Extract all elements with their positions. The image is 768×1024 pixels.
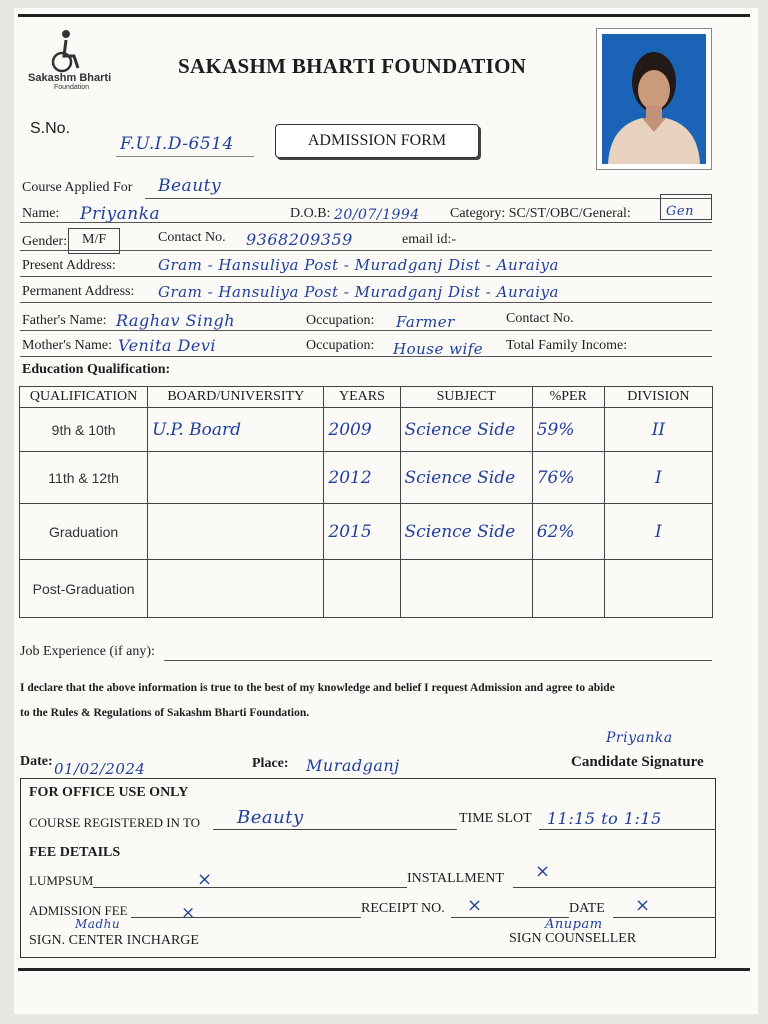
bottom-border [18, 968, 750, 971]
table-row [20, 560, 713, 618]
row-board [148, 452, 324, 504]
dob-value: 20/07/1994 [334, 207, 420, 223]
category-value: Gen [666, 204, 694, 219]
row-division: I [604, 504, 712, 560]
email-label: email id:- [402, 232, 457, 247]
admission-fee-line [131, 917, 361, 918]
row-qualification: 9th & 10th [20, 408, 148, 452]
father-line [20, 330, 712, 331]
row-year: 2012 [324, 452, 400, 504]
top-border [18, 14, 750, 17]
job-experience-line [164, 660, 712, 661]
row-board [148, 504, 324, 560]
father-label: Father's Name: [22, 313, 107, 328]
contact-value: 9368209359 [246, 230, 353, 249]
form-title: ADMISSION FORM [275, 124, 479, 158]
row-year [324, 560, 400, 618]
father-contact-label: Contact No. [506, 311, 574, 326]
mother-occupation-value: House wife [393, 340, 484, 358]
sno-underline [116, 156, 254, 157]
foundation-logo [24, 26, 112, 96]
lumpsum-value: × [197, 869, 213, 890]
logo-subtext: Foundation [54, 84, 90, 91]
gender-value: M/F [82, 232, 107, 247]
sno-value: F.U.I.D-6514 [120, 134, 234, 154]
row-board: U.P. Board [148, 408, 324, 452]
row-year: 2009 [324, 408, 400, 452]
counseller-signature: Anupam [545, 917, 603, 932]
category-box [660, 194, 712, 220]
fee-details-title: FEE DETAILS [29, 845, 121, 860]
course-line [145, 198, 711, 199]
present-address-label: Present Address: [22, 258, 116, 273]
course-registered-value: Beauty [237, 807, 304, 828]
header-years: YEARS [324, 387, 400, 408]
row-percent [532, 560, 604, 618]
header-board: BOARD/UNIVERSITY [148, 387, 324, 408]
center-incharge-label: SIGN. CENTER INCHARGE [29, 933, 199, 948]
row-subject: Science Side [400, 452, 532, 504]
lumpsum-label: LUMPSUM [29, 873, 94, 888]
date-label: Date: [20, 754, 53, 769]
time-slot-label: TIME SLOT [459, 811, 532, 826]
dob-label: D.O.B: [290, 206, 331, 221]
row-division: II [604, 408, 712, 452]
permanent-line [20, 302, 712, 303]
present-line [20, 276, 712, 277]
education-title: Education Qualification: [22, 362, 171, 377]
mother-label: Mother's Name: [22, 338, 113, 353]
table-row [20, 408, 713, 452]
office-date-value: × [635, 895, 651, 916]
date-value: 01/02/2024 [54, 760, 146, 778]
lumpsum-line [93, 887, 407, 888]
row-division: I [604, 452, 712, 504]
row-division [604, 560, 712, 618]
admission-fee-value: × [181, 903, 196, 923]
mother-occupation-label: Occupation: [306, 338, 375, 353]
declaration-line-1: I declare that the above information is true to the best of my knowledge and belief I request Admission and agree to abide [20, 682, 615, 694]
permanent-address-value: Gram - Hansuliya Post - Muradganj Dist - Auraiya [158, 283, 559, 301]
receipt-value: × [467, 895, 483, 916]
name-label: Name: [22, 206, 60, 221]
row-subject: Science Side [400, 504, 532, 560]
installment-line [513, 887, 715, 888]
row-percent: 76% [532, 452, 604, 504]
name-line [20, 222, 712, 223]
candidate-signature-label: Candidate Signature [571, 754, 704, 770]
applicant-portrait-image [602, 34, 706, 164]
header-percent: %PER [532, 387, 604, 408]
row-board [148, 560, 324, 618]
row-subject: Science Side [400, 408, 532, 452]
counseller-label: SIGN COUNSELLER [509, 931, 637, 946]
gender-line [20, 250, 712, 251]
father-occupation-value: Farmer [396, 313, 455, 331]
installment-label: INSTALLMENT [407, 871, 504, 886]
installment-value: × [535, 861, 551, 882]
logo-text: Sakashm Bharti [28, 72, 112, 84]
father-value: Raghav Singh [116, 311, 236, 330]
candidate-signature: Priyanka [606, 730, 673, 746]
contact-label: Contact No. [158, 230, 226, 245]
course-value: Beauty [158, 176, 222, 196]
office-use-box [20, 778, 716, 958]
row-qualification: Post-Graduation [20, 560, 148, 618]
gender-label: Gender: [22, 234, 68, 249]
table-header-row [20, 387, 713, 408]
row-subject [400, 560, 532, 618]
office-date-line [613, 917, 715, 918]
receipt-label: RECEIPT NO. [361, 901, 445, 916]
category-label: Category: SC/ST/OBC/General: [450, 206, 631, 221]
table-row [20, 504, 713, 560]
office-date-label: DATE [569, 901, 605, 916]
permanent-address-label: Permanent Address: [22, 284, 135, 299]
course-registered-line [213, 829, 457, 830]
present-address-value: Gram - Hansuliya Post - Muradganj Dist - Auraiya [158, 256, 559, 274]
row-qualification: Graduation [20, 504, 148, 560]
place-label: Place: [252, 756, 289, 771]
table-row [20, 452, 713, 504]
education-table [19, 386, 713, 618]
row-qualification: 11th & 12th [20, 452, 148, 504]
family-income-label: Total Family Income: [506, 338, 628, 353]
row-year: 2015 [324, 504, 400, 560]
course-label: Course Applied For [22, 180, 133, 195]
course-registered-label: COURSE REGISTERED IN TO [29, 815, 201, 830]
mother-value: Venita Devi [118, 336, 216, 355]
sno-label: S.No. [30, 120, 71, 137]
header-division: DIVISION [604, 387, 712, 408]
row-percent: 59% [532, 408, 604, 452]
center-incharge-signature: Madhu [75, 917, 121, 931]
org-name: SAKASHM BHARTI FOUNDATION [178, 54, 527, 78]
row-percent: 62% [532, 504, 604, 560]
father-occupation-label: Occupation: [306, 313, 375, 328]
name-value: Priyanka [80, 204, 161, 224]
admission-fee-label: ADMISSION FEE [29, 903, 128, 918]
office-title: FOR OFFICE USE ONLY [29, 785, 189, 800]
header-subject: SUBJECT [400, 387, 532, 408]
declaration-line-2: to the Rules & Regulations of Sakashm Bharti Foundation. [20, 707, 310, 719]
time-slot-line [539, 829, 715, 830]
applicant-photo [596, 28, 712, 170]
job-experience-label: Job Experience (if any): [20, 644, 155, 659]
time-slot-value: 11:15 to 1:15 [547, 809, 662, 828]
mother-line [20, 356, 712, 357]
header-qualification: QUALIFICATION [20, 387, 148, 408]
place-value: Muradganj [306, 756, 400, 775]
